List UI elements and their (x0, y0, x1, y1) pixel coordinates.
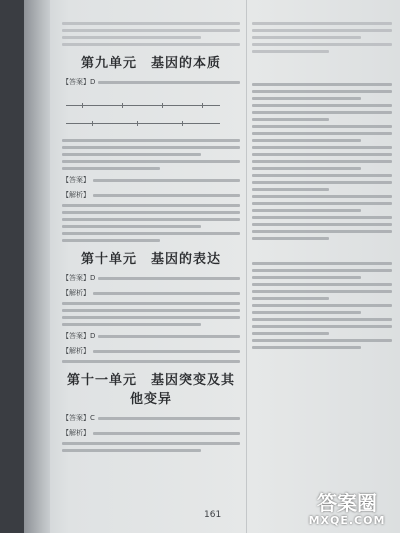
illegible-text-line (252, 202, 392, 205)
illegible-text-line (252, 325, 392, 328)
illegible-text-line (98, 417, 240, 420)
illegible-text-line (252, 223, 392, 226)
illegible-text-line (93, 292, 240, 295)
illegible-text-line (252, 36, 361, 39)
illegible-text-line (252, 262, 392, 265)
answer-block (62, 77, 240, 87)
illegible-text-line (252, 90, 392, 93)
watermark-url: MXQE.COM (308, 514, 386, 527)
left-column (62, 18, 240, 456)
illegible-text-line (252, 125, 392, 128)
illegible-text-line (62, 22, 240, 25)
illegible-text-line (62, 204, 240, 207)
diagram-tick (92, 121, 93, 126)
illegible-text-line (62, 309, 240, 312)
illegible-text-line (252, 297, 329, 300)
illegible-text-line (62, 239, 160, 242)
illegible-text-line (252, 332, 329, 335)
illegible-text-line (252, 290, 392, 293)
analysis-tag: 【解析】 (62, 191, 90, 199)
illegible-text-line (62, 211, 240, 214)
illegible-text-line (252, 104, 392, 107)
illegible-text-line (252, 111, 392, 114)
illegible-text-line (62, 360, 240, 363)
illegible-text-line (252, 146, 392, 149)
unit-9-heading: 第九单元 基因的本质 (80, 56, 221, 71)
illegible-text-line (62, 218, 240, 221)
answer-tag: 【答案】D (62, 78, 96, 86)
illegible-text-line (252, 216, 392, 219)
illegible-text-line (252, 181, 392, 184)
illegible-text-line (252, 153, 392, 156)
illegible-text-line (252, 339, 392, 342)
diagram-tick (82, 103, 83, 108)
analysis-tag: 【解析】 (62, 347, 90, 355)
illegible-text-line (62, 225, 201, 228)
illegible-text-line (252, 230, 392, 233)
illegible-text-line (62, 36, 201, 39)
illegible-text-line (252, 29, 392, 32)
illegible-text-line (252, 118, 329, 121)
illegible-text-line (62, 167, 160, 170)
illegible-text-line (252, 22, 392, 25)
illegible-text-line (98, 335, 240, 338)
illegible-text-line (62, 316, 240, 319)
analysis-block (62, 346, 240, 356)
illegible-text-line (252, 50, 329, 53)
illegible-text-line (62, 449, 201, 452)
answer-tag: 【答案】C (62, 414, 95, 422)
illegible-text-line (98, 81, 240, 84)
diagram-axis (66, 105, 220, 106)
illegible-text-line (252, 304, 392, 307)
diagram-tick (202, 103, 203, 108)
illegible-text-line (252, 237, 329, 240)
diagram-tick (122, 103, 123, 108)
right-column (252, 18, 392, 353)
unit-11-heading: 第十一单元 基因突变及其他变异 (66, 373, 235, 407)
diagram-tick (182, 121, 183, 126)
illegible-text-line (62, 146, 240, 149)
illegible-text-line (252, 139, 361, 142)
diagram-tick (137, 121, 138, 126)
illegible-text-line (252, 346, 361, 349)
illegible-text-line (252, 160, 392, 163)
answer-block (62, 175, 240, 185)
illegible-text-line (252, 318, 392, 321)
illegible-text-line (62, 153, 201, 156)
answer-block (62, 273, 240, 283)
illegible-text-line (252, 276, 361, 279)
illegible-text-line (252, 174, 392, 177)
illegible-text-line (252, 283, 392, 286)
illegible-text-line (252, 132, 392, 135)
answer-tag: 【答案】 (62, 176, 90, 184)
watermark-logo-text: 答案圈 (317, 491, 377, 515)
illegible-text-line (252, 167, 361, 170)
illegible-text-line (62, 442, 240, 445)
illegible-text-line (62, 43, 240, 46)
illegible-text-line (62, 160, 240, 163)
illegible-text-line (62, 139, 240, 142)
illegible-text-line (252, 311, 361, 314)
diagram-tick (162, 103, 163, 108)
illegible-text-line (93, 350, 240, 353)
illegible-text-line (62, 232, 240, 235)
illegible-text-line (252, 83, 392, 86)
page-binding-edge (24, 0, 50, 533)
illegible-text-line (252, 43, 392, 46)
illegible-text-line (252, 269, 392, 272)
analysis-tag: 【解析】 (62, 429, 90, 437)
illegible-text-line (93, 179, 240, 182)
analysis-block (62, 190, 240, 200)
answer-tag: 【答案】D (62, 332, 96, 340)
analysis-tag: 【解析】 (62, 289, 90, 297)
illegible-text-line (93, 432, 240, 435)
answer-block (62, 413, 240, 423)
page-number: 161 (204, 510, 222, 520)
diagram-axis (66, 123, 220, 124)
illegible-text-line (252, 209, 361, 212)
unit-10-heading: 第十单元 基因的表达 (80, 252, 221, 267)
book-page (24, 0, 400, 533)
analysis-block (62, 288, 240, 298)
illegible-text-line (252, 97, 361, 100)
illegible-text-line (93, 194, 240, 197)
illegible-text-line (62, 29, 240, 32)
site-watermark (302, 492, 392, 527)
illegible-text-line (252, 195, 392, 198)
illegible-text-line (62, 323, 201, 326)
answer-block (62, 331, 240, 341)
column-divider (246, 0, 247, 533)
analysis-block (62, 428, 240, 438)
timeline-diagram (62, 93, 240, 133)
illegible-text-line (62, 302, 240, 305)
answer-tag: 【答案】D (62, 274, 96, 282)
illegible-text-line (252, 188, 329, 191)
illegible-text-line (98, 277, 240, 280)
